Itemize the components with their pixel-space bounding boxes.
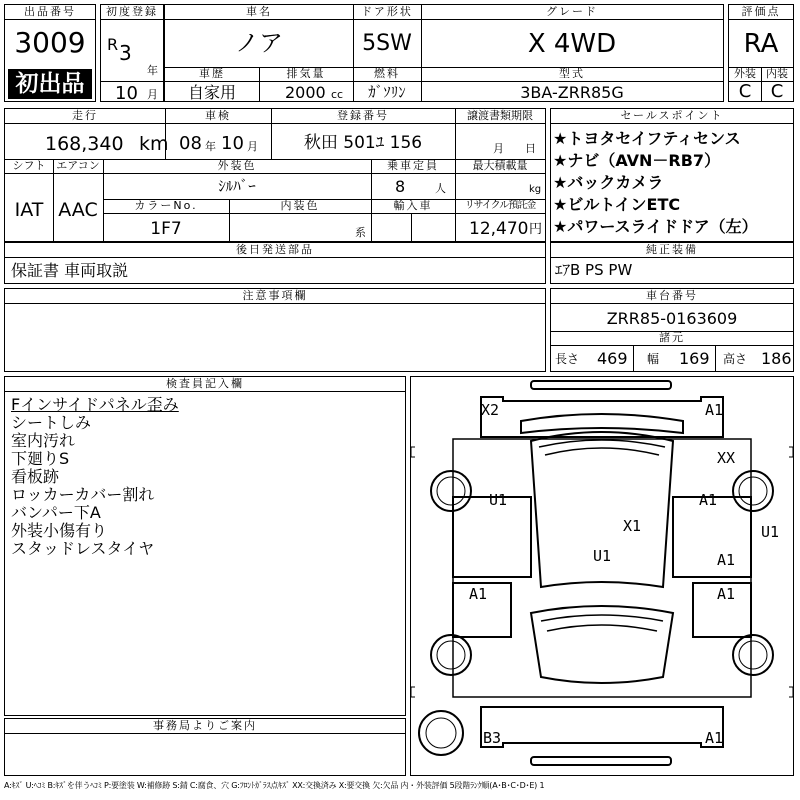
damage-label-x1: X1 xyxy=(623,517,642,535)
transfer-label: 譲渡書類期限 xyxy=(455,109,545,124)
inspector-line-6: ロッカーカバー割れ xyxy=(11,485,155,504)
height-label: 高さ xyxy=(723,352,748,366)
damage-label-a1-left-rear: A1 xyxy=(469,585,488,603)
history: 自家用 xyxy=(187,83,236,102)
sales-points-label: セールスポイント xyxy=(551,109,793,124)
wheel-rear-left-inner xyxy=(437,641,465,669)
inspector-line-4: 下廻りS xyxy=(11,449,70,468)
sales-point-5: ★パワースライドドア（左） xyxy=(553,217,758,236)
notes-box xyxy=(4,288,546,372)
shift-label: シフト xyxy=(5,159,53,174)
later-parts-box xyxy=(4,242,546,284)
recycle-label: リサイクル預託金 xyxy=(455,199,545,214)
inspector-line-2: シートしみ xyxy=(11,413,92,432)
int-color-label: 内装色 xyxy=(229,199,371,214)
car-name: ノア xyxy=(235,29,283,57)
spare-wheel-inner xyxy=(426,718,456,748)
notes-label: 注意事項欄 xyxy=(5,289,545,304)
rear-outline xyxy=(531,606,673,683)
exterior-color: ｼﾙﾊﾞｰ xyxy=(218,177,256,195)
damage-label-a1-right-mid: A1 xyxy=(717,551,736,569)
transfer-month-unit: 月 xyxy=(493,142,504,155)
equipment-label: 純正装備 xyxy=(551,243,793,258)
later-parts: 保証書 車両取説 xyxy=(11,261,129,280)
equipment: ｴｱB PS PW xyxy=(555,261,633,279)
damage-label-a1-front: A1 xyxy=(705,401,724,419)
spec-label: 諸元 xyxy=(551,331,793,346)
era-year: 3 xyxy=(119,41,132,65)
max-load-label: 最大積載量 xyxy=(455,159,545,174)
grade: X 4WD xyxy=(527,29,617,59)
history-label: 車歴 xyxy=(165,67,259,82)
sales-point-2: ★ナビ（AVN－RB7） xyxy=(553,151,721,170)
model: 3BA-ZRR85G xyxy=(520,83,624,102)
era: R xyxy=(107,35,119,54)
recycle-fee: 12,470 xyxy=(469,219,529,239)
capacity-label: 乗車定員 xyxy=(371,159,455,174)
first-listing-badge: 初出品 xyxy=(8,69,92,99)
month-unit: 月 xyxy=(147,88,158,101)
length-label: 長さ xyxy=(555,352,580,366)
year-unit: 年 xyxy=(147,64,158,77)
color-no-label: カラーNo. xyxy=(103,199,229,214)
chassis-label: 車台番号 xyxy=(551,289,793,304)
car-diagram-svg xyxy=(411,377,793,775)
wheel-front-left-inner xyxy=(437,477,465,505)
inspection-month: 10 xyxy=(221,133,244,154)
mileage-label: 走行 xyxy=(5,109,165,124)
inspector-line-3: 室内汚れ xyxy=(11,431,76,450)
sales-point-3: ★バックカメラ xyxy=(553,173,664,192)
body-outline xyxy=(453,439,751,697)
inspector-line-1: Fインサイドパネル歪み xyxy=(11,395,179,414)
grade-label: グレード xyxy=(421,5,723,20)
fuel: ｶﾞｿﾘﾝ xyxy=(368,83,406,101)
bracket-marks xyxy=(411,447,793,697)
score-box xyxy=(728,4,794,102)
damage-label-u1-left: U1 xyxy=(489,491,508,509)
office-label: 事務局よりご案内 xyxy=(5,719,405,734)
left-side-panels xyxy=(453,497,531,637)
interior-label: 内装 xyxy=(761,67,793,82)
model-label: 型式 xyxy=(421,67,723,82)
inspector-box xyxy=(4,376,406,716)
mileage: 168,340 xyxy=(45,133,124,155)
lot-number-label: 出品番号 xyxy=(5,5,95,20)
transfer-day-unit: 日 xyxy=(525,142,536,155)
sales-point-1: ★トヨタセイフティセンス xyxy=(553,129,741,148)
width: 169 xyxy=(679,349,710,368)
exterior-label: 外装 xyxy=(729,67,761,82)
inspector-label: 検査員記入欄 xyxy=(5,377,405,392)
interior-grade: C xyxy=(770,81,784,102)
office-box xyxy=(4,718,406,776)
car-name-label: 車名 xyxy=(165,5,353,20)
air-conditioner: AAC xyxy=(58,199,98,221)
damage-label-u1-right: U1 xyxy=(761,523,780,541)
score: RA xyxy=(743,29,779,59)
sales-point-4: ★ビルトインETC xyxy=(553,195,681,214)
damage-label-xx: XX xyxy=(717,449,736,467)
import-label: 輸入車 xyxy=(371,199,455,214)
max-load-unit: kg xyxy=(529,184,542,195)
inspector-line-5: 看板跡 xyxy=(11,467,60,486)
inspection-year: 08 xyxy=(179,133,202,154)
cc-unit: cc xyxy=(331,88,344,101)
inspection-label: 車検 xyxy=(165,109,271,124)
damage-label-a1-right-rear: A1 xyxy=(717,585,736,603)
reg-month: 10 xyxy=(115,83,138,104)
sales-points-box xyxy=(550,108,794,242)
yen-unit: 円 xyxy=(529,222,543,237)
int-color-unit: 系 xyxy=(355,226,366,239)
ac-label: エアコン xyxy=(53,159,103,174)
rear-window xyxy=(541,615,663,631)
inspection-year-unit: 年 xyxy=(205,140,216,153)
lot-number: 3009 xyxy=(14,26,86,59)
reg-no-label: 登録番号 xyxy=(271,109,455,124)
vehicle-info-box xyxy=(4,108,546,242)
registration-number: 秋田 501ﾕ 156 xyxy=(303,133,423,153)
length: 469 xyxy=(597,349,628,368)
door-label: ドア形状 xyxy=(353,5,421,20)
main-header-box xyxy=(164,4,724,102)
first-registration-box xyxy=(100,4,164,102)
capacity: 8 xyxy=(395,177,406,196)
damage-label-x2: X2 xyxy=(481,401,500,419)
later-parts-label: 後日発送部品 xyxy=(5,243,545,258)
inspector-line-9: スタッドレスタイヤ xyxy=(11,539,155,558)
color-number: 1F7 xyxy=(150,219,182,239)
damage-diagram xyxy=(410,376,794,776)
first-reg-label: 初度登録 xyxy=(101,5,163,20)
windshield-lines xyxy=(539,440,665,455)
hood-outline xyxy=(521,414,683,433)
km-unit: km xyxy=(139,133,169,155)
damage-label-a1-rear: A1 xyxy=(705,729,724,747)
wheel-front-right-inner xyxy=(739,477,767,505)
roof-strip-bottom xyxy=(531,757,671,765)
exterior-grade: C xyxy=(738,81,752,102)
displacement-label: 排気量 xyxy=(259,67,353,82)
roof-strip-top xyxy=(531,381,671,389)
wheel-rear-right-inner xyxy=(739,641,767,669)
fuel-label: 燃料 xyxy=(353,67,421,82)
capacity-unit: 人 xyxy=(435,182,446,195)
inspection-month-unit: 月 xyxy=(247,140,258,153)
equipment-box xyxy=(550,242,794,284)
inspector-line-8: 外装小傷有り xyxy=(11,521,108,540)
inspector-line-7: バンパー下A xyxy=(11,503,101,522)
shift: IAT xyxy=(14,199,44,221)
door-type: 5SW xyxy=(362,31,412,56)
width-label: 幅 xyxy=(647,352,660,366)
rear-bumper-outline xyxy=(481,707,723,747)
score-label: 評価点 xyxy=(729,5,793,20)
damage-label-b3: B3 xyxy=(483,729,502,747)
damage-label-a1-right-front: A1 xyxy=(699,491,718,509)
lot-number-box xyxy=(4,4,96,102)
right-side-panels xyxy=(673,497,751,637)
damage-label-u1-roof: U1 xyxy=(593,547,612,565)
legend-footer: A:ｷｽﾞ U:ﾍｺﾐ B:ｷｽﾞを伴うﾍｺﾐ P:要塗装 W:補修跡 S:錆 C:腐食、穴 G:ﾌﾛﾝﾄｶﾞﾗｽ点ｷｽﾞ XX:交換済み X:要交換 欠:欠品 内・外装評価 5段階ﾗﾝｸ順(A･B･C･D･E) 1 xyxy=(4,781,545,790)
displacement: 2000 xyxy=(285,83,326,102)
chassis-number: ZRR85-0163609 xyxy=(606,309,738,328)
chassis-box xyxy=(550,288,794,372)
ext-color-label: 外装色 xyxy=(103,159,371,174)
height: 186 xyxy=(761,349,792,368)
